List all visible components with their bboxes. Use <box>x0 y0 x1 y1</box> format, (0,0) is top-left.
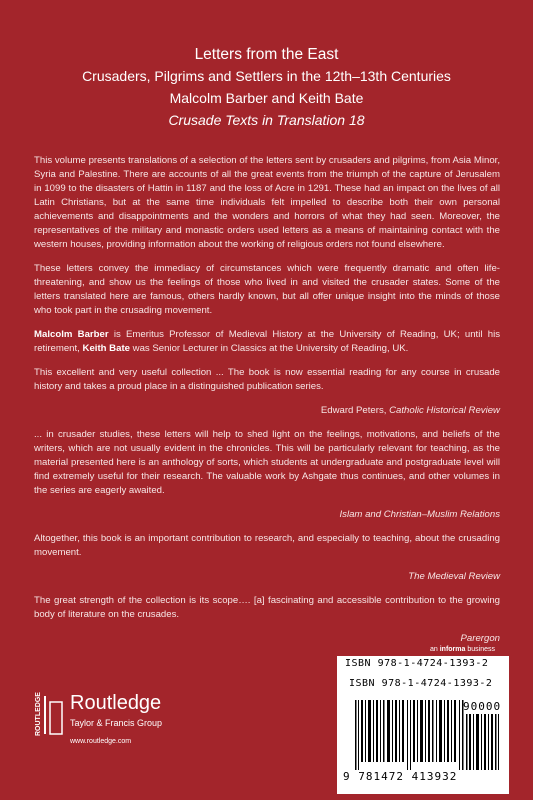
review-source-1: Catholic Historical Review <box>389 405 500 416</box>
back-cover-blurb <box>34 154 500 656</box>
price-code: 90000 <box>463 700 502 713</box>
publisher-group: Taylor & Francis Group <box>70 718 163 728</box>
review-quote-4: The great strength of the collection is its scope…. [a] fascinating and accessible contribution to the growing body of literature on the crusades. <box>34 595 500 620</box>
isbn-top: ISBN 978-1-4724-1393-2 <box>345 658 489 669</box>
addon-barcode-icon <box>465 714 501 770</box>
blurb-paragraph-2: These letters convey the immediacy of circumstances which were frequently dramatic and often life-threatening, and show us the feelings of those who lived in and visited the crusader states. Some of the letters translated here are famous, others hardly known, but all offer unique insight into the minds of those who took part in the crusading movement. <box>34 263 500 316</box>
book-subtitle: Crusaders, Pilgrims and Settlers in the 12th–13th Centuries <box>82 68 451 84</box>
svg-text:ROUTLEDGE: ROUTLEDGE <box>35 692 42 736</box>
isbn-bottom: ISBN 978-1-4724-1393-2 <box>349 678 493 689</box>
review-source-4: Parergon <box>460 633 500 644</box>
review-quote-1: This excellent and very useful collection ... The book is now essential reading for any course in crusade history and takes a proud place in a distinguished publication series. <box>34 367 500 392</box>
cover-header <box>0 44 533 131</box>
review-attribution-1 <box>34 404 500 418</box>
barcode-panel <box>337 656 509 794</box>
author-name-2: Keith Bate <box>82 343 130 354</box>
informa-business-label: an informa business <box>430 646 495 653</box>
author-bio-text-1: is Emeritus Professor of Medieval History at the University of Reading, UK; until his retirement, <box>34 329 500 354</box>
routledge-mark-icon <box>30 692 64 738</box>
review-author-1: Edward Peters, <box>320 405 390 416</box>
publisher-name: Routledge <box>70 692 162 714</box>
review-quote-2: ... in crusader studies, these letters will help to shed light on the feelings, motivations, and beliefs of the writers, which are not usually evident in the chronicles. This will be particularly relevant for teaching, as the material presented here is an anthology of sorts, which students at undergraduate and postgraduate level will find extremely useful for their research. The valuable work by Ashgate thus continues, and other volumes in the series are eagerly awaited. <box>34 429 500 496</box>
review-attribution-2 <box>34 508 500 522</box>
book-title: Letters from the East <box>194 46 339 63</box>
review-source-3: The Medieval Review <box>408 571 500 582</box>
ean-barcode-icon <box>355 700 465 770</box>
review-quote-3: Altogether, this book is an important contribution to research, and especially to teaching, about the crusading movement. <box>34 533 500 558</box>
review-attribution-3 <box>34 570 500 584</box>
blurb-paragraph-1: This volume presents translations of a selection of the letters sent by crusaders and pilgrims, from Asia Minor, Syria and Palestine. There are accounts of all the great events from the triumph of the capture of Jerusalem in 1099 to the disasters of Hattin in 1187 and the loss of Acre in 1291. These had an impact on the lives of all Latin Christians, but at the same time individuals felt impelled to describe both their own personal achievements and disappointments and the wonders and horrors of what they had seen. Moreover, the representatives of the military and monastic orders used letters as a means of maintaining contact with the western houses, providing information about the working of religious orders not found elsewhere. <box>34 155 500 250</box>
author-bio-text-2: was Senior Lecturer in Classics at the University of Reading, UK. <box>129 343 409 354</box>
author-bio <box>34 328 500 356</box>
publisher-url[interactable]: www.routledge.com <box>70 738 132 745</box>
review-attribution-4 <box>34 632 500 646</box>
author-name-1: Malcolm Barber <box>34 329 109 340</box>
book-series: Crusade Texts in Translation 18 <box>168 112 365 128</box>
book-authors: Malcolm Barber and Keith Bate <box>169 90 364 106</box>
review-source-2: Islam and Christian–Muslim Relations <box>339 509 500 520</box>
ean-digits: 9 781472 413932 <box>343 770 458 783</box>
